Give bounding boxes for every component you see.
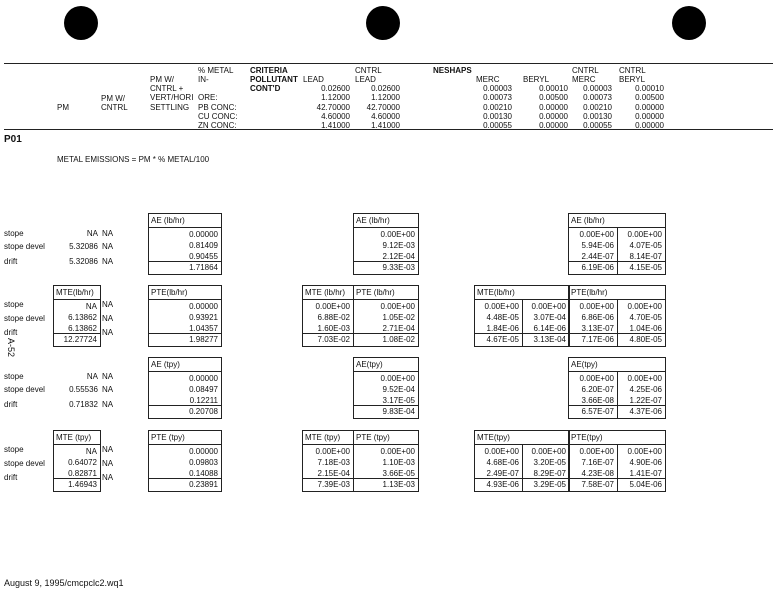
neshaps-mte-box-title: MTE(tpy) xyxy=(477,433,510,442)
neshaps-pte-box-title-rule xyxy=(569,299,665,300)
conc-beryl-value: 0.00000 xyxy=(539,112,568,121)
lead-mte-box xyxy=(302,430,354,492)
pte-box-value: 0.14088 xyxy=(189,469,218,478)
pm-cntrl-na: NA xyxy=(102,400,114,409)
lead-mte-box-total-rule xyxy=(303,478,353,479)
lead-pte-box-total: 1.13E-03 xyxy=(382,480,415,489)
ae-box xyxy=(148,357,222,419)
ae-box-value: 0.90455 xyxy=(189,252,218,261)
neshaps-pte-box-value: 0.00E+00 xyxy=(627,302,662,311)
pte-box-value: 0.00000 xyxy=(189,447,218,456)
conc-cntrl-merc-value: 0.00130 xyxy=(583,112,612,121)
lead-ae-box-title-rule xyxy=(354,227,418,228)
mte-na: NA xyxy=(102,459,114,468)
conc-cntrl-beryl-value: 0.00000 xyxy=(635,121,664,130)
pte-box-title: PTE(lb/hr) xyxy=(151,288,188,297)
neshaps-mte-box-total: 3.29E-05 xyxy=(533,480,566,489)
neshaps-mte-box-value: 3.20E-05 xyxy=(533,458,566,467)
mte-box-title: MTE (tpy) xyxy=(56,433,92,442)
lead-pte-box-value: 2.71E-04 xyxy=(382,324,415,333)
lead-pte-box-value: 0.00E+00 xyxy=(380,302,415,311)
pte-box-total-rule xyxy=(149,333,221,334)
mte-box-total-rule xyxy=(54,478,100,479)
lead-pte-box-value: 1.10E-03 xyxy=(382,458,415,467)
ae-box-title-rule xyxy=(149,227,221,228)
neshaps-ae-box-value: 0.00E+00 xyxy=(627,374,662,383)
pte-box-value: 0.93921 xyxy=(189,313,218,322)
neshaps-ae-box-value: 0.00E+00 xyxy=(579,230,614,239)
pm-cntrl-na: NA xyxy=(102,372,114,381)
mte-box-value: NA xyxy=(85,302,97,311)
lead-mte-box-value: 6.88E-02 xyxy=(317,313,350,322)
pte-box xyxy=(148,285,222,347)
neshaps-pte-box-value: 1.04E-06 xyxy=(629,324,662,333)
lead-pte-box-title: PTE (lb/hr) xyxy=(356,288,395,297)
conc-cntrl-beryl-value: 0.00010 xyxy=(635,84,664,93)
lead-pte-box-title-rule xyxy=(354,299,418,300)
ae-box-value: 0.00000 xyxy=(189,230,218,239)
lead-pte-box-total-rule xyxy=(354,333,418,334)
binder-hole-left xyxy=(64,6,98,40)
lead-pte-box-title: PTE (tpy) xyxy=(356,433,390,442)
cntrl-lead-header-1: CNTRL xyxy=(355,66,382,75)
lead-ae-box xyxy=(353,213,419,275)
neshaps-ae-box-title: AE(tpy) xyxy=(571,360,598,369)
conc-cntrl-beryl-value: 0.00000 xyxy=(635,112,664,121)
neshaps-pte-box-title-rule xyxy=(569,444,665,445)
lead-pte-box-title-rule xyxy=(354,444,418,445)
lead-pte-box xyxy=(353,285,419,347)
neshaps-mte-box-total-rule xyxy=(475,478,569,479)
pte-box-total-rule xyxy=(149,478,221,479)
neshaps-mte-box-value: 4.48E-05 xyxy=(486,313,519,322)
neshaps-mte-box-value: 4.68E-06 xyxy=(486,458,519,467)
conc-beryl-value: 0.00000 xyxy=(539,103,568,112)
col-pm-w-header-3: VERT/HORI xyxy=(150,93,194,102)
header-rule-top xyxy=(4,63,773,64)
lead-ae-box-value: 0.00E+00 xyxy=(380,374,415,383)
lead-mte-box-value: 0.00E+00 xyxy=(315,302,350,311)
pm-value: 0.55536 xyxy=(69,385,98,394)
lead-header: LEAD xyxy=(303,75,324,84)
neshaps-mte-box-total-rule xyxy=(475,333,569,334)
conc-merc-value: 0.00130 xyxy=(483,112,512,121)
neshaps-mte-box-total: 4.93E-06 xyxy=(486,480,519,489)
lead-ae-box xyxy=(353,357,419,419)
neshaps-mte-box-title: MTE(lb/hr) xyxy=(477,288,515,297)
neshaps-pte-box-value: 4.90E-06 xyxy=(629,458,662,467)
neshaps-header: NESHAPS xyxy=(433,66,472,75)
row-label: stope xyxy=(4,372,24,381)
lead-ae-box-value: 3.17E-05 xyxy=(382,396,415,405)
neshaps-mte-box xyxy=(474,430,570,492)
neshaps-pte-box-total: 4.80E-05 xyxy=(629,335,662,344)
side-page-label: A-52 xyxy=(6,338,16,358)
neshaps-mte-box-total: 3.13E-04 xyxy=(533,335,566,344)
neshaps-mte-box-value: 2.49E-07 xyxy=(486,469,519,478)
neshaps-ae-box-total: 4.37E-06 xyxy=(629,407,662,416)
conc-lead-value: 1.12000 xyxy=(321,93,350,102)
conc-merc-value: 0.00003 xyxy=(483,84,512,93)
mte-box-total: 1.46943 xyxy=(68,480,97,489)
col-metal-header-2: IN- xyxy=(198,75,209,84)
pm-cntrl-na: NA xyxy=(102,257,114,266)
neshaps-mte-box xyxy=(474,285,570,347)
neshaps-pte-box-total: 7.17E-06 xyxy=(581,335,614,344)
conc-beryl-value: 0.00010 xyxy=(539,84,568,93)
neshaps-ae-box xyxy=(568,357,666,419)
conc-cntrl-beryl-value: 0.00000 xyxy=(635,103,664,112)
binder-hole-right xyxy=(672,6,706,40)
conc-beryl-value: 0.00000 xyxy=(539,121,568,130)
cntrl-merc-header-2: MERC xyxy=(572,75,596,84)
neshaps-ae-box-value: 4.25E-06 xyxy=(629,385,662,394)
neshaps-pte-box-total: 7.58E-07 xyxy=(581,480,614,489)
pm-value: 5.32086 xyxy=(69,242,98,251)
ae-box-title: AE (lb/hr) xyxy=(151,216,185,225)
col-pm-w-header-2: CNTRL + xyxy=(150,84,184,93)
conc-merc-value: 0.00073 xyxy=(483,93,512,102)
neshaps-pte-box-value: 6.86E-06 xyxy=(581,313,614,322)
mte-box-title: MTE(lb/hr) xyxy=(56,288,94,297)
neshaps-pte-box-value: 7.16E-07 xyxy=(581,458,614,467)
section-id: P01 xyxy=(4,134,22,145)
col-pm-header: PM xyxy=(57,103,69,112)
lead-pte-box-total: 1.08E-02 xyxy=(382,335,415,344)
neshaps-mte-box-value: 6.14E-06 xyxy=(533,324,566,333)
lead-ae-box-total-rule xyxy=(354,261,418,262)
conc-lead-value: 0.02600 xyxy=(321,84,350,93)
row-label: drift xyxy=(4,400,18,409)
neshaps-pte-box-total-rule xyxy=(569,478,665,479)
conc-row-label: ZN CONC: xyxy=(198,121,237,130)
lead-ae-box-total-rule xyxy=(354,405,418,406)
neshaps-mte-box-value: 0.00E+00 xyxy=(531,302,566,311)
mte-na: NA xyxy=(102,445,114,454)
neshaps-ae-box-value: 4.07E-05 xyxy=(629,241,662,250)
neshaps-ae-box-title: AE (lb/hr) xyxy=(571,216,605,225)
neshaps-pte-box-value: 4.23E-08 xyxy=(581,469,614,478)
pte-box xyxy=(148,430,222,492)
pm-value: NA xyxy=(86,229,98,238)
row-label: drift xyxy=(4,257,18,266)
pte-box-value: 0.00000 xyxy=(189,302,218,311)
neshaps-mte-box-value: 0.00E+00 xyxy=(484,447,519,456)
ae-box-total-rule xyxy=(149,261,221,262)
pm-cntrl-na: NA xyxy=(102,242,114,251)
neshaps-ae-box-total: 4.15E-05 xyxy=(629,263,662,272)
row-label: drift xyxy=(4,328,18,337)
lead-pte-box-total-rule xyxy=(354,478,418,479)
neshaps-ae-box-value: 0.00E+00 xyxy=(579,374,614,383)
lead-pte-box xyxy=(353,430,419,492)
neshaps-pte-box-value: 4.70E-05 xyxy=(629,313,662,322)
lead-ae-box-value: 9.12E-03 xyxy=(382,241,415,250)
cntrl-beryl-header-1: CNTRL xyxy=(619,66,646,75)
lead-ae-box-title-rule xyxy=(354,371,418,372)
mte-box-value: 6.13862 xyxy=(68,313,97,322)
lead-ae-box-value: 0.00E+00 xyxy=(380,230,415,239)
mte-box-title-rule xyxy=(54,444,100,445)
conc-cntrl-lead-value: 0.02600 xyxy=(371,84,400,93)
col-pm-cntrl-header-2: CNTRL xyxy=(101,103,128,112)
lead-ae-box-title: AE (lb/hr) xyxy=(356,216,390,225)
neshaps-pte-box-value: 0.00E+00 xyxy=(627,447,662,456)
formula-note: METAL EMISSIONS = PM * % METAL/100 xyxy=(57,155,210,164)
mte-na: NA xyxy=(102,300,114,309)
ae-box xyxy=(148,213,222,275)
ae-box-value: 0.81409 xyxy=(189,241,218,250)
ae-box-total-rule xyxy=(149,405,221,406)
row-label: stope devel xyxy=(4,459,45,468)
cntrl-merc-header-1: CNTRL xyxy=(572,66,599,75)
conc-row-label: PB CONC: xyxy=(198,103,237,112)
row-label: drift xyxy=(4,473,18,482)
row-label: stope devel xyxy=(4,385,45,394)
lead-mte-box-total: 7.03E-02 xyxy=(317,335,350,344)
lead-mte-box-value: 0.00E+00 xyxy=(315,447,350,456)
conc-cntrl-merc-value: 0.00055 xyxy=(583,121,612,130)
neshaps-ae-box-total: 6.19E-06 xyxy=(581,263,614,272)
conc-cntrl-lead-value: 1.41000 xyxy=(371,121,400,130)
pte-box-title-rule xyxy=(149,444,221,445)
lead-mte-box-value: 7.18E-03 xyxy=(317,458,350,467)
lead-mte-box-total-rule xyxy=(303,333,353,334)
conc-lead-value: 4.60000 xyxy=(321,112,350,121)
neshaps-ae-box-value: 0.00E+00 xyxy=(627,230,662,239)
mte-box xyxy=(53,430,101,492)
lead-mte-box-title: MTE (tpy) xyxy=(305,433,341,442)
neshaps-pte-box-total: 5.04E-06 xyxy=(629,480,662,489)
lead-mte-box-value: 2.15E-04 xyxy=(317,469,350,478)
pte-box-total: 1.98277 xyxy=(189,335,218,344)
lead-pte-box-value: 1.05E-02 xyxy=(382,313,415,322)
lead-pte-box-value: 3.66E-05 xyxy=(382,469,415,478)
conc-beryl-value: 0.00500 xyxy=(539,93,568,102)
col-pm-cntrl-header-1: PM W/ xyxy=(101,94,125,103)
neshaps-ae-box-value: 3.66E-08 xyxy=(581,396,614,405)
conc-cntrl-lead-value: 1.12000 xyxy=(371,93,400,102)
lead-ae-box-title: AE(tpy) xyxy=(356,360,383,369)
neshaps-mte-box-title-rule xyxy=(475,299,569,300)
row-label: stope xyxy=(4,445,24,454)
neshaps-pte-box-value: 3.13E-07 xyxy=(581,324,614,333)
conc-row-label: ORE: xyxy=(198,93,218,102)
neshaps-mte-box-title-rule xyxy=(475,444,569,445)
neshaps-mte-box-value: 0.00E+00 xyxy=(531,447,566,456)
ae-box-total: 1.71864 xyxy=(189,263,218,272)
criteria-header-2: POLLUTANT xyxy=(250,75,298,84)
cntrl-beryl-header-2: BERYL xyxy=(619,75,646,84)
neshaps-pte-box xyxy=(568,285,666,347)
row-label: stope xyxy=(4,229,24,238)
mte-na: NA xyxy=(102,314,114,323)
conc-cntrl-lead-value: 42.70000 xyxy=(366,103,400,112)
pte-box-value: 1.04357 xyxy=(189,324,218,333)
neshaps-ae-box-total: 6.57E-07 xyxy=(581,407,614,416)
pm-value: 0.71832 xyxy=(69,400,98,409)
conc-cntrl-merc-value: 0.00003 xyxy=(583,84,612,93)
neshaps-pte-box-value: 1.41E-07 xyxy=(629,469,662,478)
neshaps-ae-box-total-rule xyxy=(569,261,665,262)
neshaps-ae-box-total-rule xyxy=(569,405,665,406)
binder-hole-center xyxy=(366,6,400,40)
neshaps-ae-box-value: 5.94E-06 xyxy=(581,241,614,250)
lead-mte-box-title-rule xyxy=(303,299,353,300)
lead-mte-box-value: 1.60E-03 xyxy=(317,324,350,333)
conc-cntrl-merc-value: 0.00073 xyxy=(583,93,612,102)
conc-cntrl-lead-value: 4.60000 xyxy=(371,112,400,121)
pte-box-total: 0.23891 xyxy=(189,480,218,489)
pm-cntrl-na: NA xyxy=(102,385,114,394)
neshaps-ae-box xyxy=(568,213,666,275)
mte-box-value: NA xyxy=(85,447,97,456)
beryl-header: BERYL xyxy=(523,75,550,84)
conc-merc-value: 0.00210 xyxy=(483,103,512,112)
lead-mte-box xyxy=(302,285,354,347)
ae-box-value: 0.12211 xyxy=(189,396,218,405)
col-metal-header-1: % METAL xyxy=(198,66,234,75)
neshaps-pte-box-title: PTE(lb/hr) xyxy=(571,288,608,297)
lead-ae-box-total: 9.33E-03 xyxy=(382,263,415,272)
mte-na: NA xyxy=(102,473,114,482)
neshaps-mte-box-value: 0.00E+00 xyxy=(484,302,519,311)
row-label: stope devel xyxy=(4,242,45,251)
neshaps-ae-box-value: 2.44E-07 xyxy=(581,252,614,261)
neshaps-ae-box-title-rule xyxy=(569,227,665,228)
ae-box-total: 0.20708 xyxy=(189,407,218,416)
neshaps-pte-box-title: PTE(tpy) xyxy=(571,433,603,442)
lead-ae-box-total: 9.83E-04 xyxy=(382,407,415,416)
mte-box-total: 12.27724 xyxy=(63,335,97,344)
neshaps-mte-box-value: 1.84E-06 xyxy=(486,324,519,333)
conc-merc-value: 0.00055 xyxy=(483,121,512,130)
neshaps-pte-box-value: 0.00E+00 xyxy=(579,447,614,456)
mte-na: NA xyxy=(102,328,114,337)
neshaps-pte-box-value: 0.00E+00 xyxy=(579,302,614,311)
neshaps-mte-box-total: 4.67E-05 xyxy=(486,335,519,344)
ae-box-value: 0.08497 xyxy=(189,385,218,394)
neshaps-mte-box-value: 8.29E-07 xyxy=(533,469,566,478)
neshaps-ae-box-value: 8.14E-07 xyxy=(629,252,662,261)
col-pm-w-header-4: SETTLING xyxy=(150,103,190,112)
neshaps-mte-box-value: 3.07E-04 xyxy=(533,313,566,322)
pm-cntrl-na: NA xyxy=(102,229,114,238)
lead-ae-box-value: 9.52E-04 xyxy=(382,385,415,394)
neshaps-pte-box xyxy=(568,430,666,492)
lead-pte-box-value: 0.00E+00 xyxy=(380,447,415,456)
row-label: stope xyxy=(4,300,24,309)
pte-box-title: PTE (tpy) xyxy=(151,433,185,442)
neshaps-pte-box-total-rule xyxy=(569,333,665,334)
merc-header: MERC xyxy=(476,75,500,84)
neshaps-ae-box-value: 1.22E-07 xyxy=(629,396,662,405)
mte-box-title-rule xyxy=(54,299,100,300)
mte-box-total-rule xyxy=(54,333,100,334)
ae-box-title: AE (tpy) xyxy=(151,360,180,369)
conc-row-label: CU CONC: xyxy=(198,112,238,121)
conc-lead-value: 1.41000 xyxy=(321,121,350,130)
footer-file: August 9, 1995/cmcpclc2.wq1 xyxy=(4,578,124,588)
pte-box-value: 0.09803 xyxy=(189,458,218,467)
mte-box xyxy=(53,285,101,347)
pm-value: NA xyxy=(86,372,98,381)
lead-ae-box-value: 2.12E-04 xyxy=(382,252,415,261)
pm-value: 5.32086 xyxy=(69,257,98,266)
mte-box-value: 0.82871 xyxy=(68,469,97,478)
neshaps-ae-box-title-rule xyxy=(569,371,665,372)
neshaps-ae-box-value: 6.20E-07 xyxy=(581,385,614,394)
lead-mte-box-total: 7.39E-03 xyxy=(317,480,350,489)
conc-cntrl-merc-value: 0.00210 xyxy=(583,103,612,112)
lead-mte-box-title-rule xyxy=(303,444,353,445)
ae-box-value: 0.00000 xyxy=(189,374,218,383)
col-pm-w-header-1: PM W/ xyxy=(150,75,174,84)
row-label: stope devel xyxy=(4,314,45,323)
pte-box-title-rule xyxy=(149,299,221,300)
mte-box-value: 0.64072 xyxy=(68,458,97,467)
cntrl-lead-header-2: LEAD xyxy=(355,75,376,84)
conc-cntrl-beryl-value: 0.00500 xyxy=(635,93,664,102)
lead-mte-box-title: MTE (lb/hr) xyxy=(305,288,345,297)
criteria-header-1: CRITERIA xyxy=(250,66,288,75)
criteria-header-3: CONT'D xyxy=(250,84,281,93)
mte-box-value: 6.13862 xyxy=(68,324,97,333)
ae-box-title-rule xyxy=(149,371,221,372)
conc-lead-value: 42.70000 xyxy=(316,103,350,112)
